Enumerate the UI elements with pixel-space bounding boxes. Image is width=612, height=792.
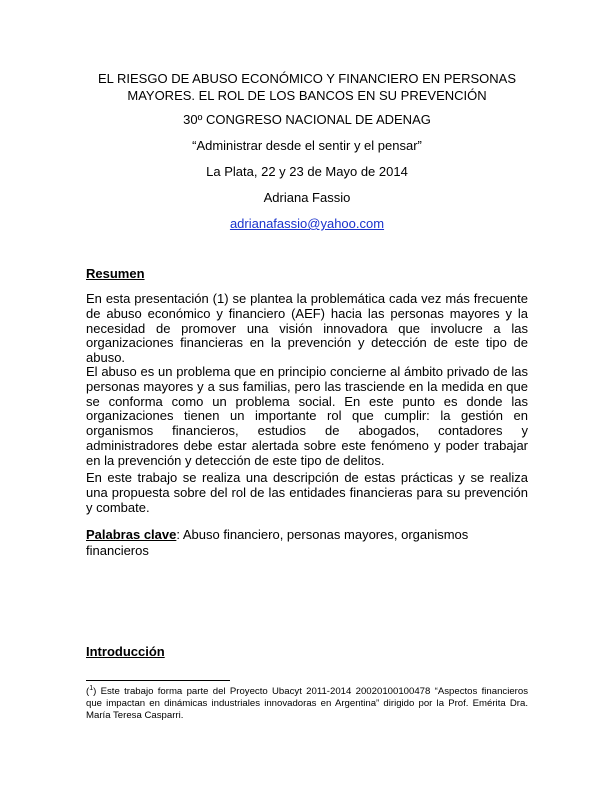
author-name: Adriana Fassio — [263, 190, 351, 205]
footnote-number: 1 — [89, 684, 94, 692]
footnote-text: Este trabajo forma parte del Proyecto Ubacyt 2011-2014 20020100100478 “Aspectos financieros que impactan en dinámicas industriales innovadoras en Argentina” dirigido por la Prof. Emérita Dra. María Teresa Casparri. — [86, 686, 528, 721]
keywords-label: Palabras clave — [86, 527, 177, 542]
footnote-separator — [86, 680, 230, 681]
footnote-marker-open: ( — [86, 686, 90, 697]
footnote-marker-close: ) — [93, 686, 97, 697]
abstract-paragraph-2: El abuso es un problema que en principio concierne al ámbito privado de las personas mayores y a sus familias, pero las trasciende en la medida en que se conforma como un problema social. En este punto es donde las organizaciones tienen un importante rol que cumplir: la gestión en organismos financieros, estudios de abogados, contadores y administradores debe estar alertada sobre este fenómeno y poder trabajar en la prevención y detección de este tipo de delitos. — [86, 364, 528, 468]
congress-motto: “Administrar desde el sentir y el pensar” — [192, 138, 422, 153]
author-email-link[interactable]: adrianafassio@yahoo.com — [229, 216, 385, 231]
introduction-heading: Introducción — [86, 644, 165, 659]
abstract-heading: Resumen — [86, 266, 145, 281]
keywords-line — [86, 527, 528, 559]
footnote — [86, 686, 528, 722]
keywords-text: : Abuso financiero, personas mayores, organismos financieros — [86, 527, 469, 558]
abstract-paragraph-3: En este trabajo se realiza una descripción de estas prácticas y se realiza una propuesta sobre del rol de las entidades financieras para su prevención y combate. — [86, 470, 528, 515]
paper-title — [85, 70, 529, 104]
place-date: La Plata, 22 y 23 de Mayo de 2014 — [206, 164, 408, 179]
congress-name: 30º CONGRESO NACIONAL DE ADENAG — [183, 112, 431, 127]
author-email-line — [85, 216, 529, 232]
title-line-2: MAYORES. EL ROL DE LOS BANCOS EN SU PREVENCIÓN — [127, 88, 487, 103]
abstract-paragraph-1: En esta presentación (1) se plantea la problemática cada vez más frecuente de abuso económico y financiero (AEF) hacia las personas mayores y la necesidad de promover una visión innovadora que involucre a las organizaciones financieras en la prevención y detección de este tipo de abuso. — [86, 291, 528, 366]
title-line-1: EL RIESGO DE ABUSO ECONÓMICO Y FINANCIERO EN PERSONAS — [97, 71, 517, 86]
